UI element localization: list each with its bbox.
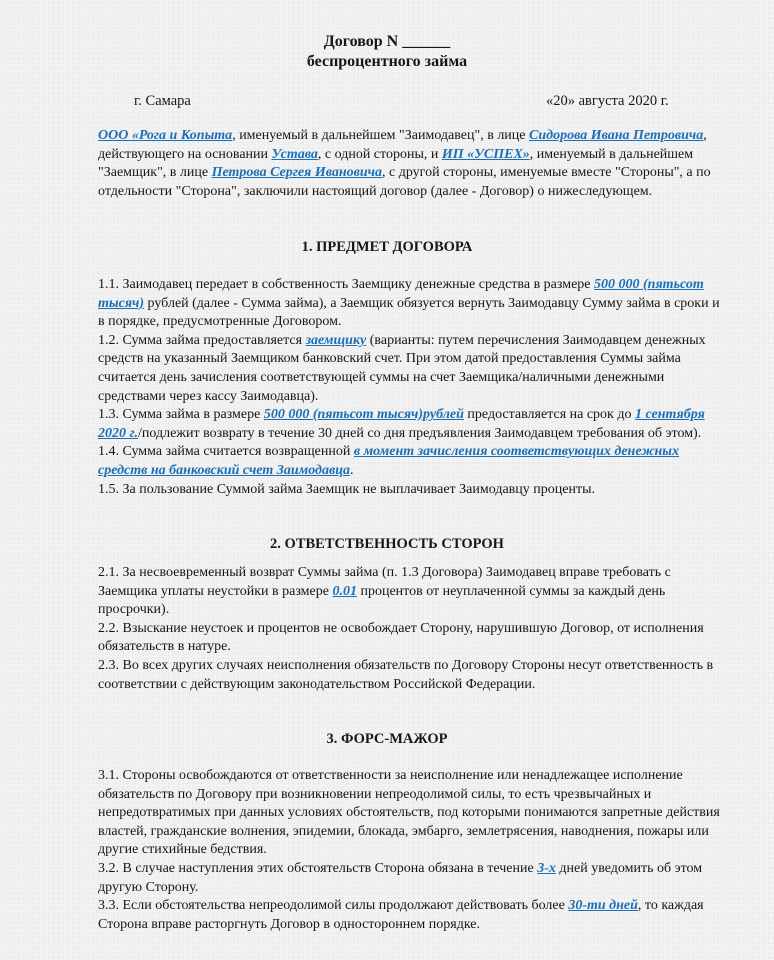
preamble-text: , именуемый в дальнейшем "Заемщик", в лице xyxy=(98,146,694,181)
clause-text: (варианты: путем перечисления Заимодавцем денежных средств на указанный Заемщиком банковский счет. При этом датой предоставления Суммы займа считается день зачисления соответствующей суммы на счет Заемщика/наличными денежными средствами через кассу Заимодавца). xyxy=(98,332,706,404)
clause-1-1 xyxy=(98,276,728,332)
loan-recipient: заемщику xyxy=(305,332,367,348)
contract-date: «20» августа 2020 г. xyxy=(546,93,669,109)
clause-3-1: 3.1. Стороны освобождаются от ответственности за неисполнение или ненадлежащее исполнение обязательств по Договору при возникновении непреодолимой силы, то есть чрезвычайных и непредотвратимых при данных условиях обстоятельств, под которыми понимаются запретные действия властей, гражданские волнения, эпидемии, блокада, эмбарго, землетрясения, наводнения, пожары или другие стихийные бедствия. xyxy=(98,768,720,858)
clause-3-3 xyxy=(98,897,728,934)
clause-1-3 xyxy=(98,406,728,443)
contract-place: г. Самара xyxy=(134,93,191,109)
clause-2-3: 2.3. Во всех других случаях неисполнения обязательств по Договору Стороны несут ответственность в соответствии с действующим законодательством Российской Федерации. xyxy=(98,657,714,692)
borrower-name: ИП «УСПЕХ» xyxy=(441,146,530,162)
preamble-text: , с другой стороны, именуемые вместе "Стороны", а по отдельности "Сторона", заключили настоящий договор (далее - Договор) о нижеследующем. xyxy=(98,165,711,199)
clause-text: 1.1. Заимодавец передает в собственность Заемщику денежные средства в размере xyxy=(98,277,595,292)
clause-text: предоставляется на срок до xyxy=(463,407,635,423)
clause-text: 3.2. В случае наступления этих обстоятельств Сторона обязана в течение xyxy=(98,860,538,876)
section-3-heading: 3. ФОРС-МАЖОР xyxy=(326,731,448,747)
clause-text: . xyxy=(350,462,354,478)
clause-3-2 xyxy=(98,860,728,897)
clause-text: /подлежит возврату в течение 30 дней со дня предъявления Заимодавцем требования об этом). xyxy=(137,425,702,441)
loan-amount: 500 000 (пятьсот тысяч) xyxy=(98,277,704,311)
borrower-representative: Петрова Сергея Ивановича xyxy=(211,165,383,181)
clause-1-2 xyxy=(98,332,728,406)
clause-text: 1.3. Сумма займа в размере xyxy=(98,407,264,423)
clause-text: , то каждая Сторона вправе расторгнуть Договор в одностороннем порядке. xyxy=(98,898,704,932)
clause-text: процентов от неуплаченной суммы за каждый день просрочки). xyxy=(98,583,666,618)
preamble xyxy=(98,127,728,201)
clause-text: 3.3. Если обстоятельства непреодолимой силы продолжают действовать более xyxy=(98,898,569,914)
loan-due-date: 1 сентября 2020 г. xyxy=(98,407,705,441)
preamble-paragraph xyxy=(98,127,728,201)
clause-1-5: 1.5. За пользование Суммой займа Заемщик не выплачивает Заимодавцу проценты. xyxy=(98,481,595,497)
section-2-body xyxy=(98,564,728,694)
preamble-text: , с одной стороны, и xyxy=(317,146,442,162)
lender-name: ООО «Рога и Копыта xyxy=(98,128,233,143)
clause-text: 1.4. Сумма займа считается возвращенной xyxy=(98,444,354,460)
contract-title: Договор N ______ xyxy=(323,33,451,50)
force-majeure-days: 30-ти дней xyxy=(568,898,638,914)
clause-text: 2.1. За несвоевременный возврат Суммы займа (п. 1.3 Договора) Заимодавец вправе требовать с Заемщика уплаты неустойки в размере xyxy=(98,565,671,599)
contract-subtitle: беспроцентного займа xyxy=(306,53,468,70)
clause-1-4 xyxy=(98,443,728,480)
clause-2-1 xyxy=(98,564,728,620)
repayment-moment: в момент зачисления соответствующих денежных средств на банковский счет Заимодавца xyxy=(98,444,680,478)
preamble-text: , именуемый в дальнейшем "Заимодавец", в лице xyxy=(232,128,529,143)
section-1-heading: 1. ПРЕДМЕТ ДОГОВОРА xyxy=(301,239,473,255)
clause-text: рублей (далее - Сумма займа), а Заемщик обязуется вернуть Заимодавцу Сумму займа в сроки и в порядке, предусмотренные Договором. xyxy=(98,295,720,330)
section-1-body xyxy=(98,276,728,499)
section-2-heading: 2. ОТВЕТСТВЕННОСТЬ СТОРОН xyxy=(270,536,504,552)
clause-text: дней уведомить об этом другую Сторону. xyxy=(98,860,703,895)
lender-representative: Сидорова Ивана Петровича xyxy=(529,128,704,143)
section-3-body xyxy=(98,767,728,934)
penalty-rate: 0.01 xyxy=(332,583,357,599)
notice-days: 3-х xyxy=(537,860,556,876)
clause-2-2: 2.2. Взыскание неустоек и процентов не освобождает Сторону, нарушившую Договор, от исполнения обязательств в натуре. xyxy=(98,620,704,655)
clause-text: 1.2. Сумма займа предоставляется xyxy=(98,332,306,348)
preamble-text: , действующего на основании xyxy=(98,128,707,162)
loan-amount-rubles: 500 000 (пятьсот тысяч)рублей xyxy=(263,407,464,423)
lender-basis: Устава xyxy=(271,146,318,162)
